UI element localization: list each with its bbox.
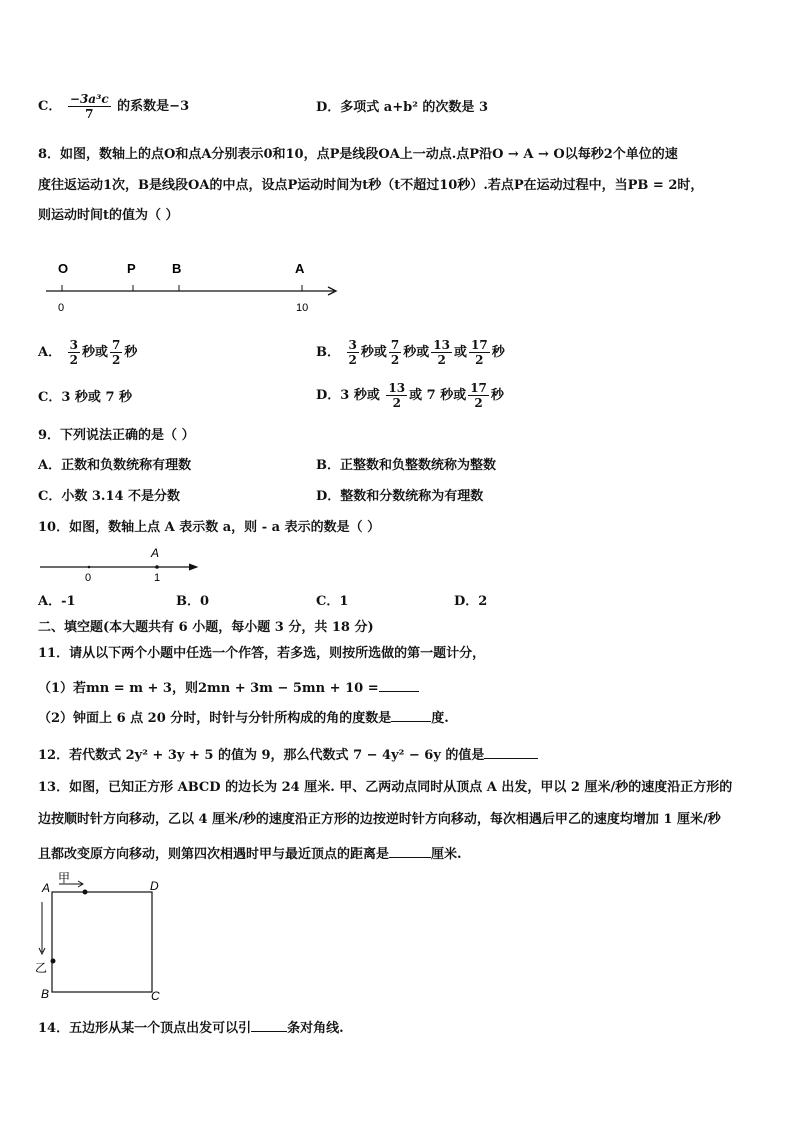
fraction: $\frac{7}{2}$ <box>390 338 400 367</box>
answer-blank[interactable] <box>251 1017 287 1032</box>
tick-label-1: 1 <box>154 572 161 584</box>
fraction: $\frac{13}{2}$ <box>388 381 406 410</box>
label-a: A <box>151 546 160 560</box>
q11-sub2: （2）钟面上 6 点 20 分时，时针与分针所构成的角的度数是 度. <box>38 707 449 728</box>
point-a <box>155 565 159 569</box>
q9-option-d: D．整数和分数统称为有理数 <box>316 489 484 504</box>
fraction: $\frac{7}{2}$ <box>112 338 121 367</box>
label-d: D <box>150 879 159 893</box>
label-a: A <box>295 261 305 276</box>
tick-label-10: 10 <box>296 302 309 314</box>
label-b: B <box>172 261 182 276</box>
fraction: $\frac{\text{−3a³c}}{7}$ <box>69 92 109 121</box>
fraction: $\frac{3}{2}$ <box>69 338 78 367</box>
answer-blank[interactable] <box>391 707 431 722</box>
point-yi <box>51 959 56 964</box>
section-heading: 二、填空题(本大题共有 6 小题，每小题 3 分，共 18 分) <box>38 620 374 635</box>
q9-option-b: B．正整数和负整数统称为整数 <box>316 458 496 473</box>
label-o: O <box>58 261 69 276</box>
fraction: $\frac{17}{2}$ <box>471 338 488 367</box>
tick-label-0: 0 <box>58 302 65 314</box>
option-label: C． <box>38 99 62 114</box>
q9-stem: 9．下列说法正确的是（ ） <box>38 428 195 443</box>
q7-option-d: D．多项式 a+b² 的次数是 3 <box>316 100 488 115</box>
fraction: $\frac{13}{2}$ <box>433 338 450 367</box>
answer-blank[interactable] <box>379 677 419 692</box>
q8-stem-line1: 8．如图，数轴上的点O和点A分别表示0和10，点P是线段OA上一动点.点P沿O → A → O以每秒2个单位的速 <box>38 147 678 162</box>
q10-stem: 10．如图，数轴上点 A 表示数 a，则 - a 表示的数是（ ） <box>38 520 381 535</box>
square-abcd <box>52 892 152 992</box>
q13-square-figure <box>34 868 174 1006</box>
label-c: C <box>151 989 160 1003</box>
q8-option-b: B． $\frac{3}{2}$ 秒或 $\frac{7}{2}$ 秒或 $\frac{13}{2}$ 或 $\frac{17}{2}$ 秒 <box>316 338 505 367</box>
tick-label-0: 0 <box>85 572 92 584</box>
label-yi: 乙 <box>35 961 48 975</box>
q10-option-b: B．0 <box>176 594 210 609</box>
q13-stem-line3: 且都改变原方向移动，则第四次相遇时甲与最近顶点的距离是 厘米. <box>38 843 462 864</box>
q14-stem: 14．五边形从某一个顶点出发可以引 条对角线. <box>38 1017 344 1038</box>
q8-number-line-figure <box>40 255 350 317</box>
q8-option-d: D．3 秒或 $\frac{13}{2}$ 或 7 秒或 $\frac{17}{2}$ 秒 <box>316 381 504 410</box>
arrow-head-icon <box>189 564 197 570</box>
answer-blank[interactable] <box>389 843 431 858</box>
q7-option-c: C． $\frac{\text{−3a³c}}{7}$ 的系数是−3 <box>38 92 190 121</box>
answer-blank[interactable] <box>484 744 538 759</box>
q10-number-line-figure <box>38 545 208 585</box>
q8-stem-line3: 则运动时间t的值为（ ） <box>38 208 179 223</box>
fraction: $\frac{17}{2}$ <box>470 381 487 410</box>
q9-option-c: C．小数 3.14 不是分数 <box>38 489 181 504</box>
point-jia <box>83 890 88 895</box>
q13-stem-line1: 13．如图，已知正方形 ABCD 的边长为 24 厘米. 甲、乙两动点同时从顶点 A 出发，甲以 2 厘米/秒的速度沿正方形的 <box>38 780 733 795</box>
point-zero <box>88 566 91 569</box>
q10-option-d: D．2 <box>454 594 488 609</box>
q8-stem-line2: 度往返运动1次，B是线段OA的中点，设点P运动时间为t秒（t不超过10秒）.若点P在运动过程中，当PB = 2时， <box>38 178 704 193</box>
q13-stem-line2: 边按顺时针方向移动，乙以 4 厘米/秒的速度沿正方形的边按逆时针方向移动，每次相遇后甲乙的速度均增加 1 厘米/秒 <box>38 812 721 827</box>
label-jia: 甲 <box>58 871 71 885</box>
q12-stem: 12．若代数式 2y² + 3y + 5 的值为 9，那么代数式 7 − 4y² − 6y 的值是 <box>38 744 538 765</box>
q10-option-c: C．1 <box>316 594 349 609</box>
q8-option-a: A． $\frac{3}{2}$ 秒或 $\frac{7}{2}$ 秒 <box>38 338 138 367</box>
q11-sub1: （1）若mn = m + 3，则2mn + 3m − 5mn + 10 = <box>38 677 419 698</box>
label-b: B <box>41 987 50 1001</box>
q11-stem: 11．请从以下两个小题中任选一个作答，若多选，则按所选做的第一题计分， <box>38 646 486 661</box>
q9-option-a: A．正数和负数统称有理数 <box>38 458 192 473</box>
fraction: $\frac{3}{2}$ <box>348 338 357 367</box>
label-a: A <box>42 881 51 895</box>
label-p: P <box>127 261 136 276</box>
q8-option-c: C．3 秒或 7 秒 <box>38 390 133 405</box>
q10-option-a: A．-1 <box>38 594 76 609</box>
